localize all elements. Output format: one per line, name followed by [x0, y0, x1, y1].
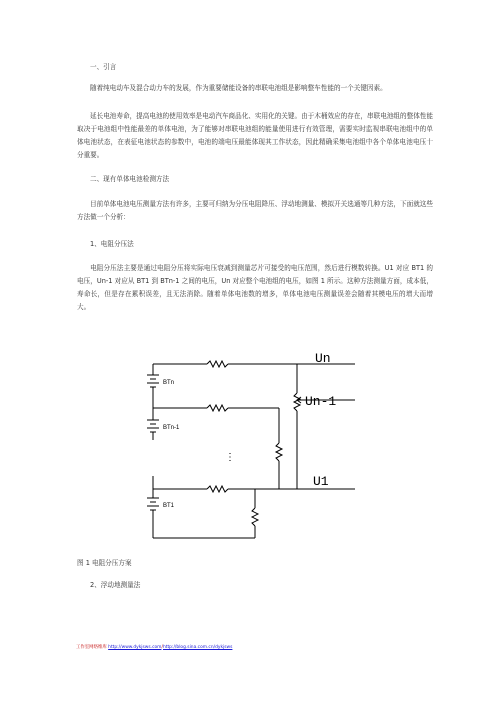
section-3-title: 1、电阻分压法 [90, 240, 134, 248]
footer-link-blog[interactable]: http://blog.sina.com.cn/dykjsws [162, 645, 233, 650]
footer-separator: / [161, 645, 163, 650]
footer-link-site[interactable]: http://www.dykjsws.com [108, 645, 162, 650]
label-un: Un [315, 351, 331, 366]
figure-caption: 图 1 电阻分压方案 [77, 559, 132, 567]
footer [76, 644, 232, 650]
paragraph-methods [77, 198, 433, 224]
continuation-dots: ⋮ [225, 452, 235, 463]
label-bt1: BT1 [163, 503, 175, 509]
paragraph-battery-life-text: 延长电池寿命，提高电池的使用效率是电动汽车商品化、实用化的关键。由于木桶效应的存在，串联电池组的整体性能取决于电池组中性能最差的单体电池，为了能够对串联电池组的能量使用进行有效管理，需要实时监视串联电池组中的单体电池状态，在表征电池状态的参数中，电池的端电压最能体现其工作状态，因此精确采集电池组中各个单体电池电压十分重要。 [77, 112, 433, 159]
paragraph-methods-text: 目前单体电池电压测量方法有许多，主要可归纳为分压电阻降压、浮动地测量、模拟开关选通等几种方法，下面就这些方法做一个分析： [77, 200, 433, 221]
paragraph-intro-text: 随着纯电动车及混合动力车的发展，作为重要储能设备的串联电池组是影响整车性能的一个关键因素。 [90, 84, 387, 92]
label-btn: BTn [163, 380, 175, 386]
footer-prefix: 工作室网络维库 [76, 645, 107, 650]
section-1-title: 一、引言 [90, 63, 117, 71]
paragraph-divider [77, 262, 433, 314]
paragraph-divider-text: 电阻分压法主要是通过电阻分压将实际电压衰减到测量芯片可接受的电压范围，然后进行模数转换。U1 对应 BT1 的电压，Un-1 对应从 BT1 到 BTn-1 之间的电压，Un 对应整个电池组的电压，如图 1 所示。这种方法测量方面，成本低，寿命长，但是存在累积误差，且无法消除。随着单体电池数的增多，单体电池电压测量误差会随着其模电压的增大而增大。 [77, 264, 433, 311]
resistor-divider-diagram [145, 348, 360, 554]
paragraph-battery-life [77, 110, 433, 162]
label-un-1: Un-1 [305, 394, 337, 409]
label-u1: U1 [313, 474, 329, 489]
label-btn-1: BTn-1 [163, 425, 180, 431]
section-4-title: 2、浮动地测量法 [90, 581, 141, 589]
paragraph-intro [77, 82, 433, 95]
section-2-title: 二、现有单体电池检测方法 [90, 175, 170, 183]
